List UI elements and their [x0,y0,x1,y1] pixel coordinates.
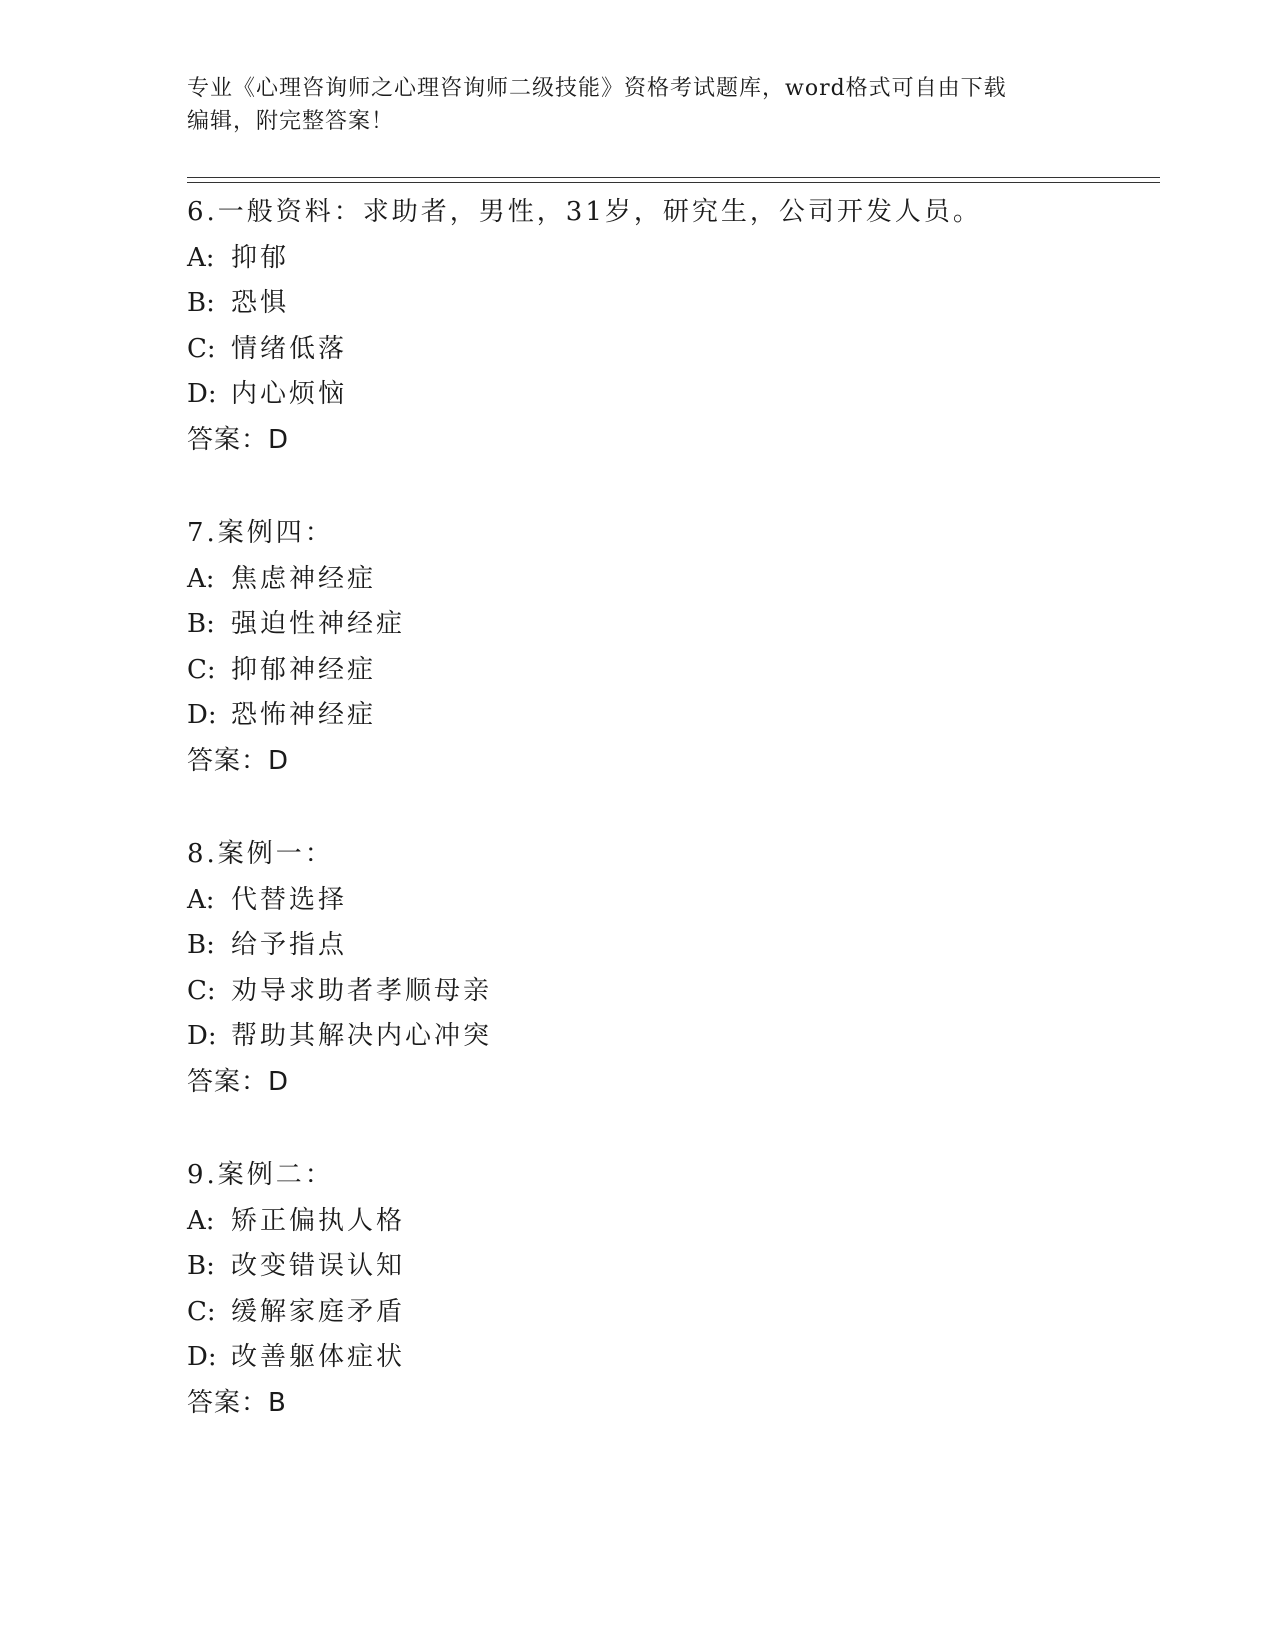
option-text: 情绪低落 [231,333,348,364]
option-letter: C: [187,1296,216,1327]
option-letter: C: [187,975,216,1006]
option-text: 矫正偏执人格 [231,1205,406,1236]
option-text: 抑郁神经症 [231,654,377,685]
option-letter: A: [187,884,215,915]
option-a [187,557,1157,603]
option-text: 焦虑神经症 [231,563,377,594]
option-a [187,1199,1157,1245]
option-letter: D: [187,379,217,409]
option-letter: D: [187,1342,217,1372]
option-text: 抑郁 [231,242,290,273]
option-letter: B: [187,288,215,318]
option-text: 恐惧 [231,288,290,318]
option-d [187,372,1157,418]
answer-line: 答案：D [187,745,290,776]
option-a [187,236,1157,282]
question-stem: 7.案例四： [187,518,334,548]
option-c [187,648,1157,694]
option-text: 帮助其解决内心冲突 [231,1021,493,1051]
option-text: 内心烦恼 [231,379,348,409]
option-text: 恐怖神经症 [231,700,377,730]
option-letter: C: [187,654,216,685]
question-7 [187,511,1157,784]
question-stem: 6.一般资料：求助者，男性，31岁，研究生，公司开发人员。 [187,197,982,227]
option-letter: D: [187,1021,217,1051]
option-letter: A: [187,563,215,594]
option-d [187,1335,1157,1381]
option-letter: A: [187,1205,215,1236]
option-text: 强迫性神经症 [231,609,406,639]
option-text: 给予指点 [231,930,348,960]
option-c [187,1290,1157,1336]
header-line-1: 专业《心理咨询师之心理咨询师二级技能》资格考试题库，word格式可自由下载 [187,76,1007,101]
option-letter: B: [187,1251,215,1281]
answer-line: 答案：B [187,1387,287,1418]
question-9 [187,1153,1157,1426]
answer-line: 答案：D [187,424,290,455]
option-letter: B: [187,609,215,639]
option-b [187,281,1157,327]
header-line-2: 编辑，附完整答案！ [187,109,395,134]
header-divider-top [187,177,1160,178]
question-6 [187,190,1157,463]
option-text: 改变错误认知 [231,1251,406,1281]
option-b [187,602,1157,648]
option-text: 代替选择 [231,884,348,915]
question-list [187,190,1157,1474]
option-d [187,1014,1157,1060]
option-text: 缓解家庭矛盾 [231,1296,406,1327]
question-8 [187,832,1157,1105]
option-letter: B: [187,930,215,960]
option-a [187,878,1157,924]
option-d [187,693,1157,739]
question-stem: 9.案例二： [187,1160,334,1190]
option-letter: A: [187,242,215,273]
answer-line: 答案：D [187,1066,290,1097]
header-divider-bottom [187,182,1160,183]
option-b [187,923,1157,969]
option-c [187,969,1157,1015]
document-header [187,72,1087,138]
option-letter: D: [187,700,217,730]
option-text: 劝导求助者孝顺母亲 [231,975,493,1006]
option-c [187,327,1157,373]
option-text: 改善躯体症状 [231,1342,406,1372]
option-b [187,1244,1157,1290]
option-letter: C: [187,333,216,364]
question-stem: 8.案例一： [187,839,334,869]
